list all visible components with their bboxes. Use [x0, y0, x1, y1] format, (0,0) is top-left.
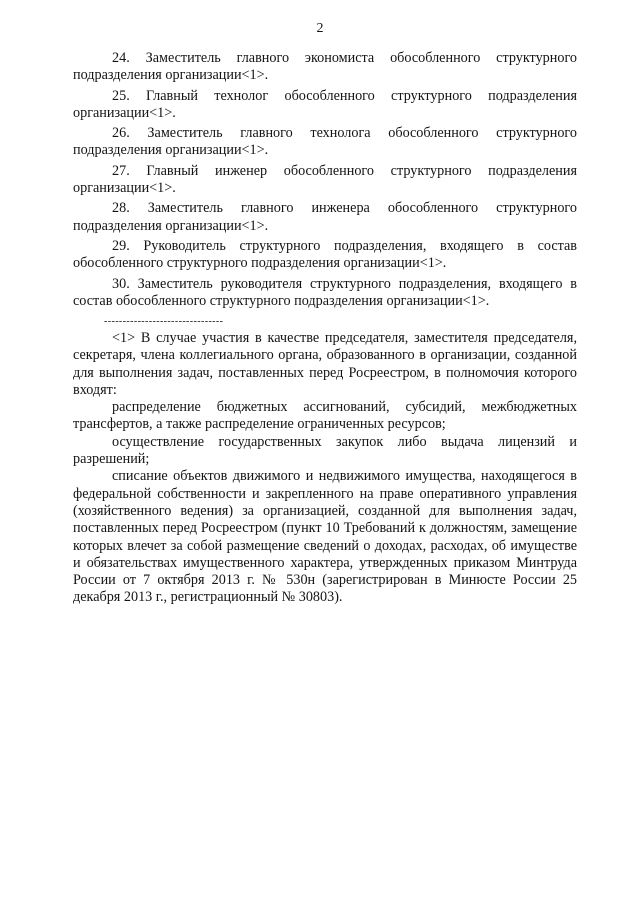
- footnote-separator: --------------------------------: [104, 316, 224, 327]
- position-list: [73, 50, 577, 313]
- footnote-paragraph: распределение бюджетных ассигнований, субсидий, межбюджетных трансфертов, а также распределение ограниченных ресурсов;: [73, 399, 577, 433]
- list-item: 26. Заместитель главного технолога обособленного структурного подразделения организации<1>.: [73, 125, 577, 159]
- footnote: [73, 330, 577, 607]
- page-number: 2: [316, 21, 324, 36]
- list-item: 30. Заместитель руководителя структурного подразделения, входящего в состав обособленного структурного подразделения организации<1>.: [73, 275, 577, 309]
- footnote-paragraph: осуществление государственных закупок либо выдача лицензий и разрешений;: [73, 433, 577, 468]
- list-item: 27. Главный инженер обособленного структурного подразделения организации<1>.: [73, 162, 577, 196]
- list-item: 24. Заместитель главного экономиста обособленного структурного подразделения организации<1>.: [73, 50, 577, 84]
- footnote-paragraph: списание объектов движимого и недвижимого имущества, находящегося в федеральной собственности и закрепленного на праве оперативного управления (хозяйственного ведения) за организацией, созданной для выполнения задач, поставленных перед Росреестром (пункт 10 Требований к должностям, замещение которых влечет за собой размещение сведений о доходах, расходах, об имуществе и обязательствах имущественного характера, утвержденных приказом Минтруда России от 7 октября 2013 г. № 530н (зарегистрирован в Минюсте России 25 декабря 2013 г., регистрационный № 30803).: [73, 468, 577, 606]
- list-item: 29. Руководитель структурного подразделения, входящего в состав обособленного структурного подразделения организации<1>.: [73, 237, 577, 272]
- list-item: 25. Главный технолог обособленного структурного подразделения организации<1>.: [73, 87, 577, 121]
- list-item: 28. Заместитель главного инженера обособленного структурного подразделения организации<1>.: [73, 200, 577, 234]
- footnote-paragraph: <1> В случае участия в качестве председателя, заместителя председателя, секретаря, члена коллегиального органа, образованного в организации, созданной для выполнения задач, поставленных перед Росреестром, в полномочия которого входят:: [73, 330, 577, 398]
